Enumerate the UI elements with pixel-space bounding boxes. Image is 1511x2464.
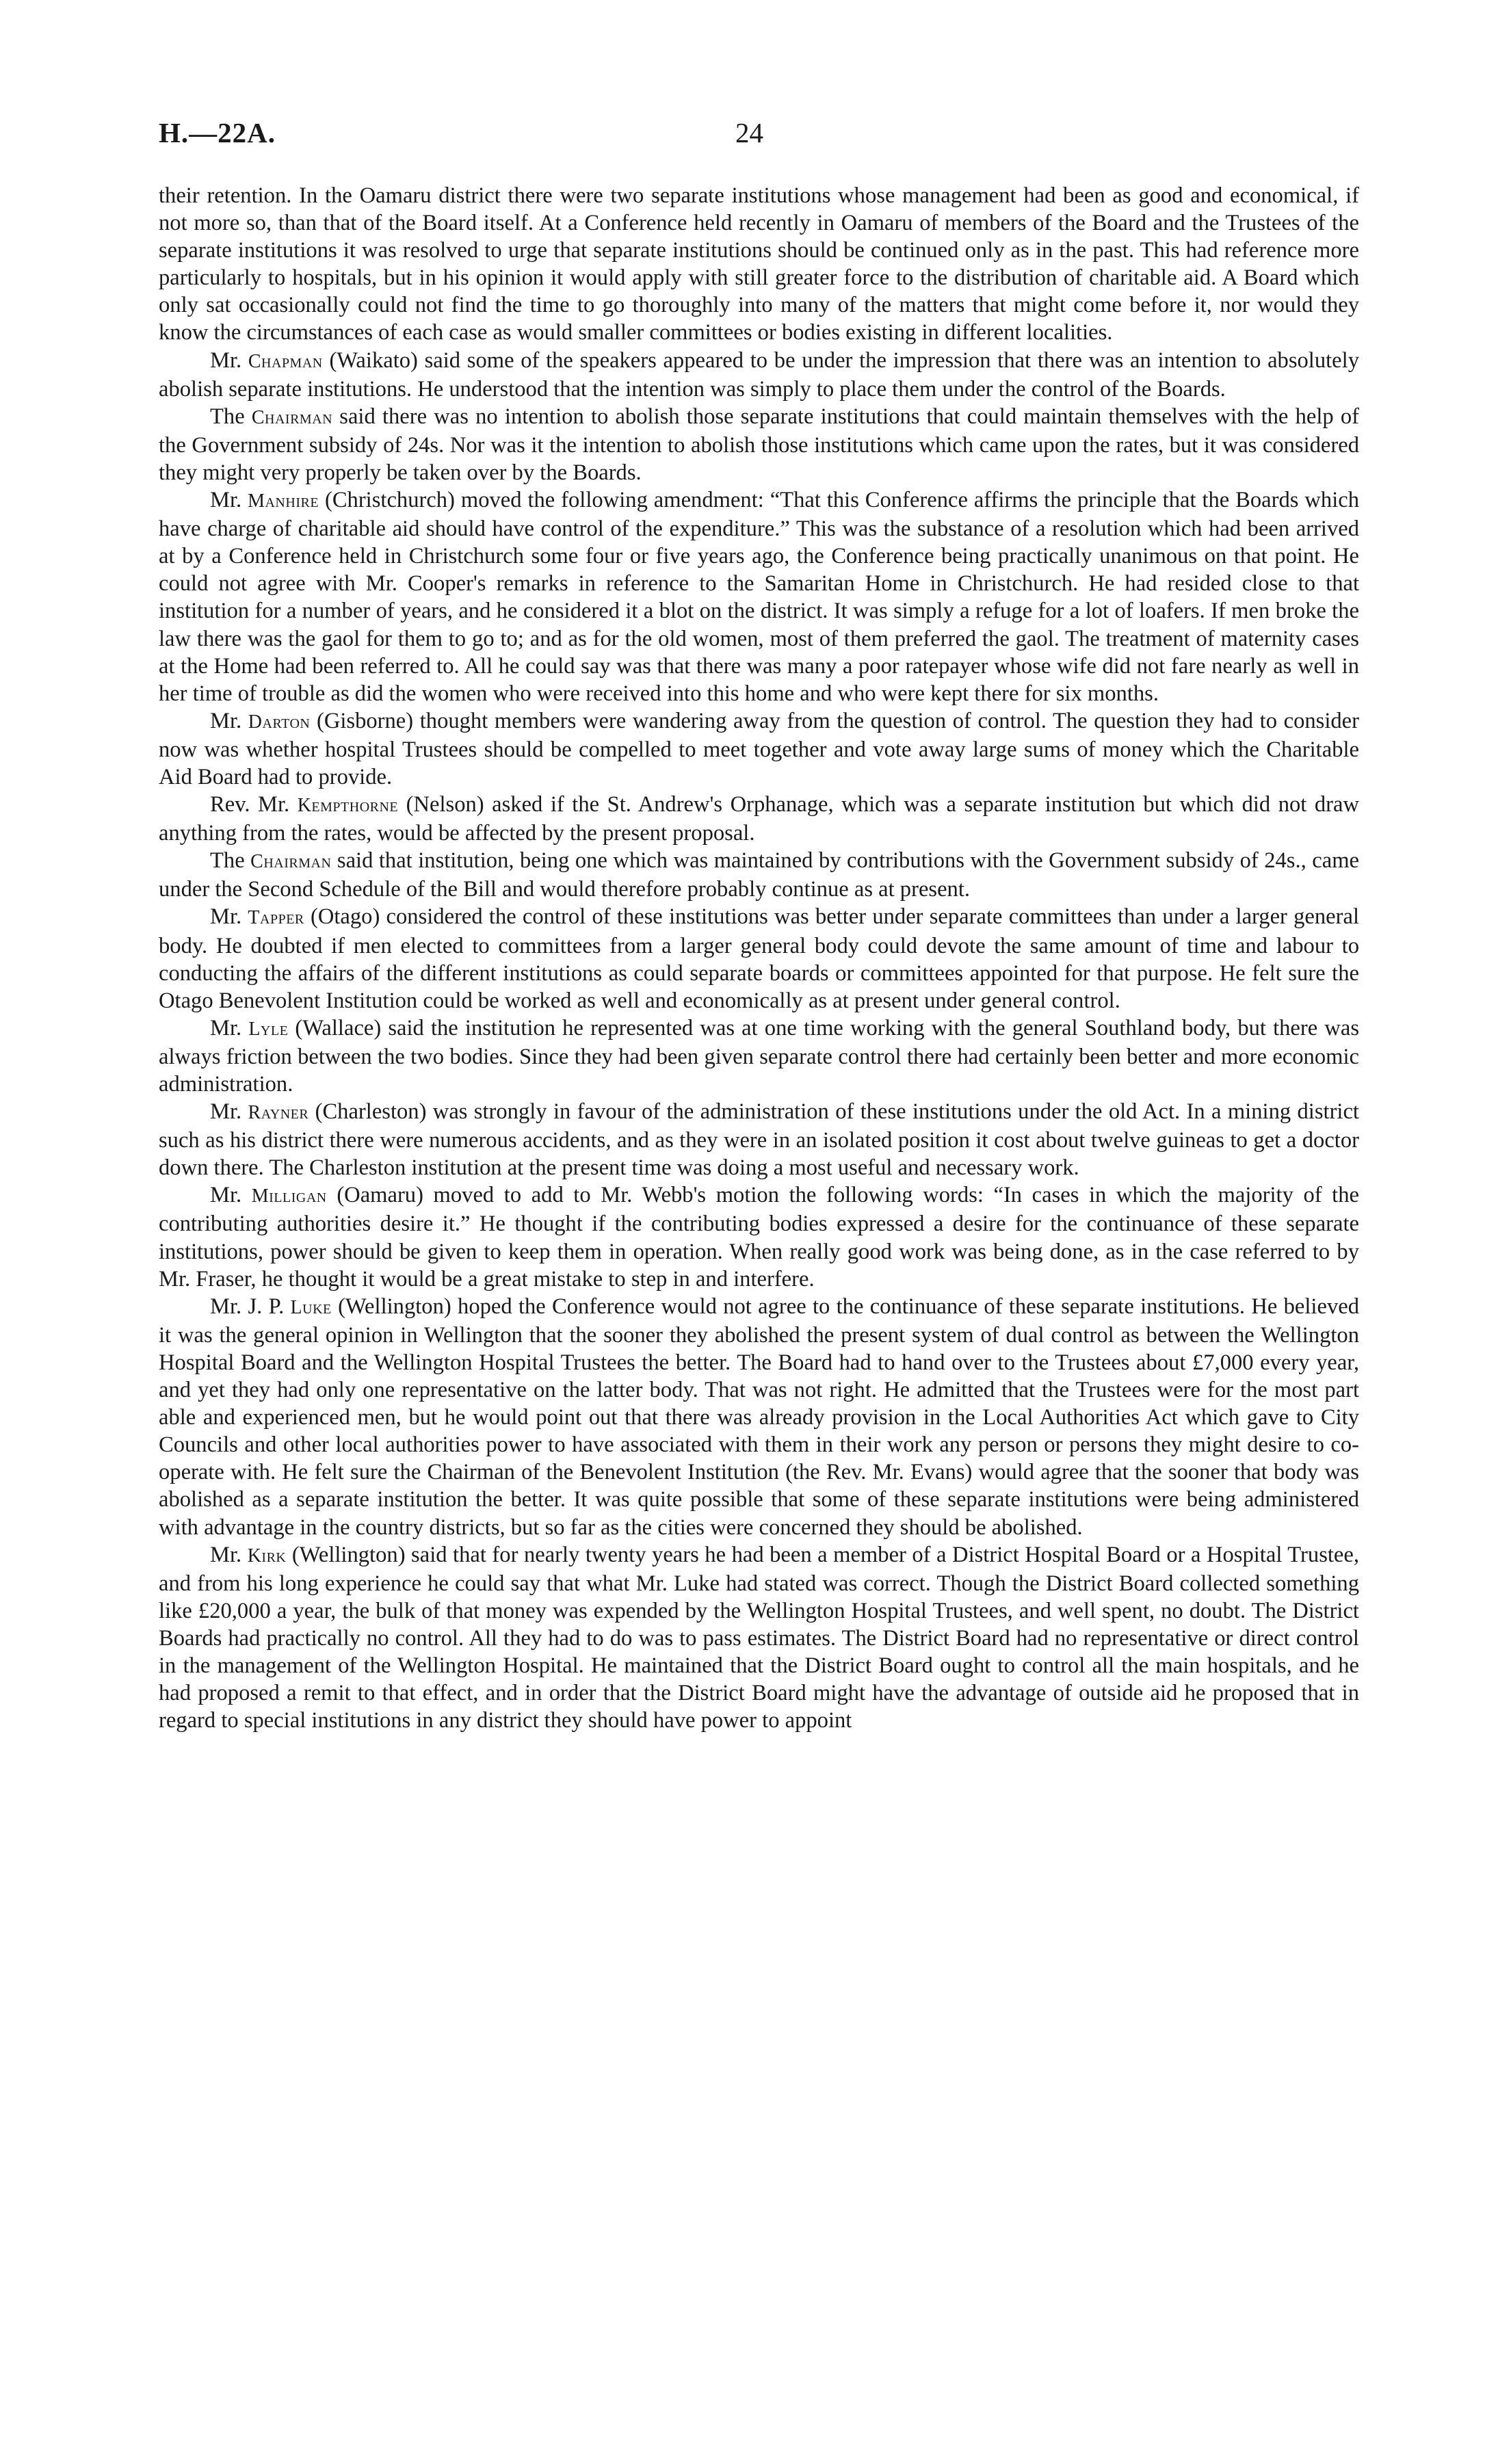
paragraph-text: (Wellington) said that for nearly twenty years he had been a member of a District Hospital Board or a Hospital Trustee, and from his long experience he could say that what Mr. Luke had stated was correct. Though the District Board collected something like £20,000 a year, the bulk of that money was expended by the Wellington Hospital Trustees, and well spent, no doubt. The District Boards had practically no control. All they had to do was to pass estimates. The District Board had no representative or direct control in the management of the Wellington Hospital. He maintained that the District Board ought to control all the main hospitals, and he had proposed a remit to that effect, and in order that the District Board might have the advantage of outside aid he proposed that in regard to special institutions in any district they should have power to appoint	[159, 1542, 1359, 1733]
speaker-prefix: Mr. J. P.	[210, 1294, 291, 1319]
speaker-name: Rayner	[248, 1102, 309, 1124]
body-text	[159, 182, 1359, 1734]
speaker-name: Kirk	[247, 1545, 287, 1567]
speaker-name: Lyle	[248, 1018, 289, 1040]
paragraph-text: said that institution, being one which was maintained by contributions with the Government subsidy of 24s., came under the Second Schedule of the Bill and would therefore probably continue as at present.	[159, 848, 1359, 902]
speaker-prefix: Mr.	[210, 1015, 249, 1040]
paragraph	[159, 1541, 1359, 1735]
paragraph-text: (Nelson) asked if the St. Andrew's Orphanage, which was a separate institution but which did not draw anything from the rates, would be affected by the present proposal.	[159, 792, 1359, 846]
paragraph-text: (Wallace) said the institution he represented was at one time working with the general Southland body, but there was always friction between the two bodies. Since they had been given separate control there had certainly been better and more economic administration.	[159, 1015, 1359, 1097]
paragraph	[159, 903, 1359, 1014]
paragraph-text: (Otago) considered the control of these institutions was better under separate committees than under a larger general body. He doubted if men elected to committees from a larger general body could devote the same amount of time and labour to conducting the affairs of the different institutions as could separate boards or committees appointed for that purpose. He felt sure the Otago Benevolent Institution could be worked as well and economically as at present under general control.	[159, 904, 1359, 1013]
paragraph-text: (Wellington) hoped the Conference would not agree to the continuance of these separate institutions. He believed it was the general opinion in Wellington that the sooner they abolished the present system of dual control as between the Wellington Hospital Board and the Wellington Hospital Trustees the better. The Board had to hand over to the Trustees about £7,000 every year, and yet they had only one representative on the latter body. That was not right. He admitted that the Trustees were for the most part able and experienced men, but he would point out that there was already provision in the Local Authorities Act which gave to City Councils and other local authorities power to have associated with them in their work any person or persons they might desire to co-operate with. He felt sure the Chairman of the Benevolent Institution (the Rev. Mr. Evans) would agree that the sooner that body was abolished as a separate institution the better. It was quite possible that some of these separate institutions were being administered with advantage in the country districts, but so far as the cities were concerned they should be abolished.	[159, 1294, 1359, 1540]
document-code: H.—22A.	[159, 117, 276, 148]
paragraph-text: (Gisborne) thought members were wandering away from the question of control. The question they had to consider now was whether hospital Trustees should be compelled to meet together and vote away large sums of money which the Charitable Aid Board had to provide.	[159, 708, 1359, 789]
paragraph	[159, 1098, 1359, 1181]
speaker-name: Chairman	[250, 851, 332, 873]
speaker-prefix: Mr.	[210, 1542, 248, 1567]
paragraph	[159, 1181, 1359, 1292]
paragraph	[159, 791, 1359, 847]
paragraph-text: (Waikato) said some of the speakers appeared to be under the impression that there was an intention to absolutely abolish separate institutions. He understood that the intention was simply to place them under the control of the Boards.	[159, 348, 1359, 402]
speaker-name: Milligan	[251, 1185, 327, 1207]
speaker-name: Chairman	[251, 406, 333, 428]
speaker-name: Chapman	[248, 350, 323, 372]
paragraph	[159, 1293, 1359, 1541]
speaker-prefix: The	[210, 404, 252, 429]
speaker-prefix: Mr.	[210, 1183, 252, 1208]
speaker-name: Manhire	[248, 490, 319, 512]
speaker-prefix: Mr.	[210, 708, 248, 733]
paragraph	[159, 182, 1359, 347]
paragraph	[159, 847, 1359, 903]
paragraph	[159, 347, 1359, 403]
paragraph-text: (Charleston) was strongly in favour of the administration of these institutions under the old Act. In a mining district such as his district there were numerous accidents, and as they were in an isolated position it cost about twelve guineas to get a doctor down there. The Charleston institution at the present time was doing a most useful and necessary work.	[159, 1099, 1359, 1181]
paragraph	[159, 403, 1359, 486]
speaker-prefix: Mr.	[210, 348, 248, 373]
speaker-name: Darton	[248, 711, 311, 733]
paragraph	[159, 707, 1359, 791]
speaker-prefix: The	[210, 848, 251, 874]
paragraph-text: said there was no intention to abolish those separate institutions that could maintain themselves with the help of the Government subsidy of 24s. Nor was it the intention to abolish those institutions which came upon the rates, but it was considered they might very properly be taken over by the Boards.	[159, 404, 1360, 485]
page-number: 24	[735, 117, 763, 148]
paragraph-text: their retention. In the Oamaru district there were two separate institutions whose management had been as good and economical, if not more so, than that of the Board itself. At a Conference held recently in Oamaru of members of the Board and the Trustees of the separate institutions it was resolved to urge that separate institutions should be continued only as in the past. This had reference more particularly to hospitals, but in his opinion it would apply with still greater force to the distribution of charitable aid. A Board which only sat occasionally could not find the time to go thoroughly into many of the matters that might come before it, nor would they know the circumstances of each case as would smaller committees or bodies existing in different localities.	[159, 183, 1359, 345]
speaker-prefix: Mr.	[210, 488, 248, 513]
paragraph	[159, 486, 1359, 707]
speaker-name: Tapper	[248, 907, 304, 929]
speaker-prefix: Mr.	[210, 904, 248, 930]
page-header	[159, 116, 1359, 157]
speaker-name: Kempthorne	[297, 795, 399, 817]
paragraph-text: (Oamaru) moved to add to Mr. Webb's motion the following words: “In cases in which the majority of the contributing authorities desire it.” He thought if the contributing bodies expressed a desire for the continuance of these separate institutions, power should be given to keep them in operation. When really good work was being done, as in the case referred to by Mr. Fraser, he thought it would be a great mistake to step in and interfere.	[159, 1183, 1359, 1292]
speaker-name: Luke	[290, 1296, 332, 1318]
speaker-prefix: Mr.	[210, 1099, 248, 1125]
paragraph-text: (Christchurch) moved the following amendment: “That this Conference affirms the principle that the Boards which have charge of charitable aid should have control of the expenditure.” This was the substance of a resolution which had been arrived at by a Conference held in Christchurch some four or five years ago, the Conference being practically unanimous on that point. He could not agree with Mr. Cooper's remarks in reference to the Samaritan Home in Christchurch. He had resided close to that institution for a number of years, and he considered it a blot on the district. It was simply a refuge for a lot of loafers. If men broke the law there was the gaol for them to go to; and as for the old women, most of them preferred the gaol. The treatment of maternity cases at the Home had been referred to. All he could say was that there was many a poor ratepayer whose wife did not fare nearly as well in her time of trouble as did the women who were received into this home and who were kept there for six months.	[159, 488, 1359, 706]
paragraph	[159, 1014, 1359, 1098]
speaker-prefix: Rev. Mr.	[210, 792, 298, 817]
